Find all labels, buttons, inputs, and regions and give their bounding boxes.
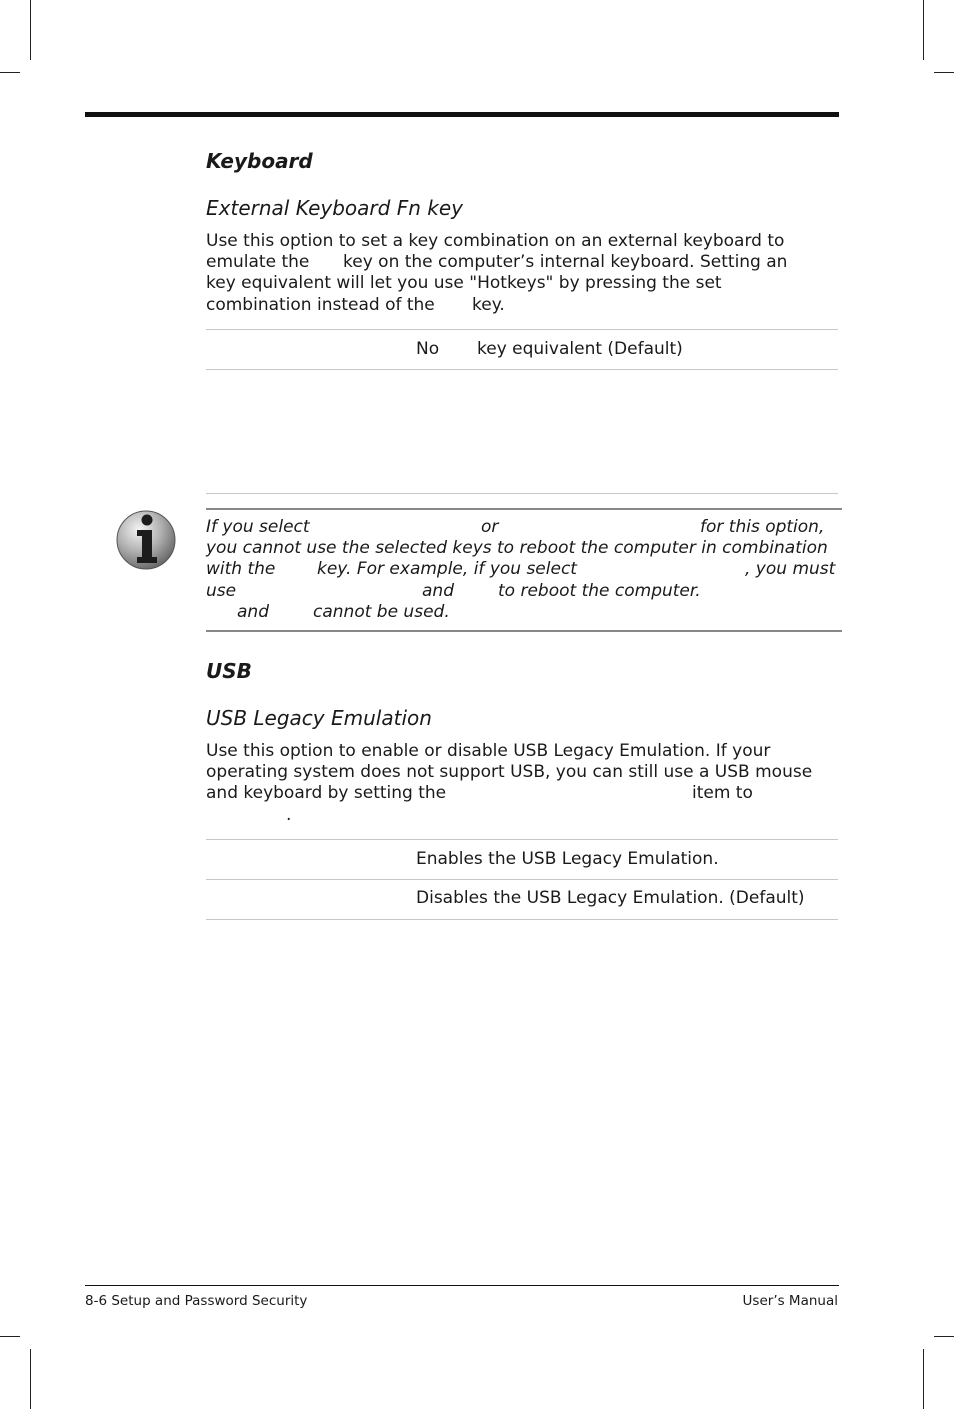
- crop-mark-tr-h: [934, 72, 954, 73]
- usb-table-rule-2: [206, 879, 838, 880]
- usb-legacy-subheading: USB Legacy Emulation: [206, 706, 432, 730]
- note-l1-a: If you select: [206, 517, 310, 537]
- note-l5-b: cannot be used.: [313, 602, 450, 622]
- note-l3-c: , you must: [745, 559, 836, 579]
- usb-para-line-4: .: [286, 805, 292, 825]
- note-l3-a: with the: [206, 559, 276, 579]
- usb-para-line-2: operating system does not support USB, you can still use a USB mouse: [206, 762, 813, 782]
- usb-table-bottom-rule: [206, 919, 838, 920]
- usb-table-row1-desc: Enables the USB Legacy Emulation.: [416, 849, 719, 869]
- usb-para-line-3a: and keyboard by setting the: [206, 783, 447, 803]
- keyboard-table-row1-desc: key equivalent (Default): [477, 339, 683, 359]
- keyboard-table-no: No: [416, 339, 440, 359]
- note-bottom-rule: [206, 630, 842, 632]
- crop-mark-tr-v: [923, 0, 924, 60]
- external-keyboard-subheading: External Keyboard Fn key: [206, 196, 463, 220]
- keyboard-para-line-3: key equivalent will let you use "Hotkeys" by pressing the set: [206, 273, 722, 293]
- note-l5-a: and: [237, 602, 269, 622]
- note-l3-b: key. For example, if you select: [317, 559, 577, 579]
- note-top-rule: [206, 508, 842, 510]
- crop-mark-br-h: [934, 1336, 954, 1337]
- note-l4-b: and: [422, 581, 454, 601]
- keyboard-table-bottom-rule: [206, 493, 838, 494]
- note-l2: you cannot use the selected keys to reboot the computer in combination: [206, 538, 828, 558]
- keyboard-para-line-1: Use this option to set a key combination on an external keyboard to: [206, 231, 785, 251]
- crop-mark-tl-v: [30, 0, 31, 60]
- crop-mark-bl-v: [30, 1349, 31, 1409]
- keyboard-para-line-4a: combination instead of the: [206, 295, 435, 315]
- keyboard-para-line-2a: emulate the: [206, 252, 310, 272]
- keyboard-heading: Keyboard: [206, 149, 313, 173]
- info-icon: [115, 509, 177, 571]
- keyboard-table-top-rule: [206, 329, 838, 330]
- keyboard-para-line-2b: key on the computer’s internal keyboard. Setting an: [343, 252, 788, 272]
- usb-para-line-1: Use this option to enable or disable USB Legacy Emulation. If your: [206, 741, 771, 761]
- note-l4-a: use: [206, 581, 237, 601]
- usb-para-line-3b: item to: [692, 783, 753, 803]
- keyboard-table-rule-2: [206, 369, 838, 370]
- footer-right: User’s Manual: [742, 1293, 838, 1309]
- footer-rule: [85, 1285, 839, 1286]
- note-l4-c: to reboot the computer.: [498, 581, 701, 601]
- note-l1-c: for this option,: [700, 517, 825, 537]
- header-bar: [85, 112, 839, 117]
- usb-heading: USB: [206, 659, 252, 683]
- usb-table-top-rule: [206, 839, 838, 840]
- crop-mark-tl-h: [0, 72, 20, 73]
- crop-mark-bl-h: [0, 1336, 20, 1337]
- keyboard-para-line-4b: key.: [472, 295, 505, 315]
- crop-mark-br-v: [923, 1349, 924, 1409]
- usb-table-row2-desc: Disables the USB Legacy Emulation. (Default): [416, 888, 805, 908]
- note-l1-b: or: [481, 517, 499, 537]
- footer-left: 8-6 Setup and Password Security: [85, 1293, 308, 1309]
